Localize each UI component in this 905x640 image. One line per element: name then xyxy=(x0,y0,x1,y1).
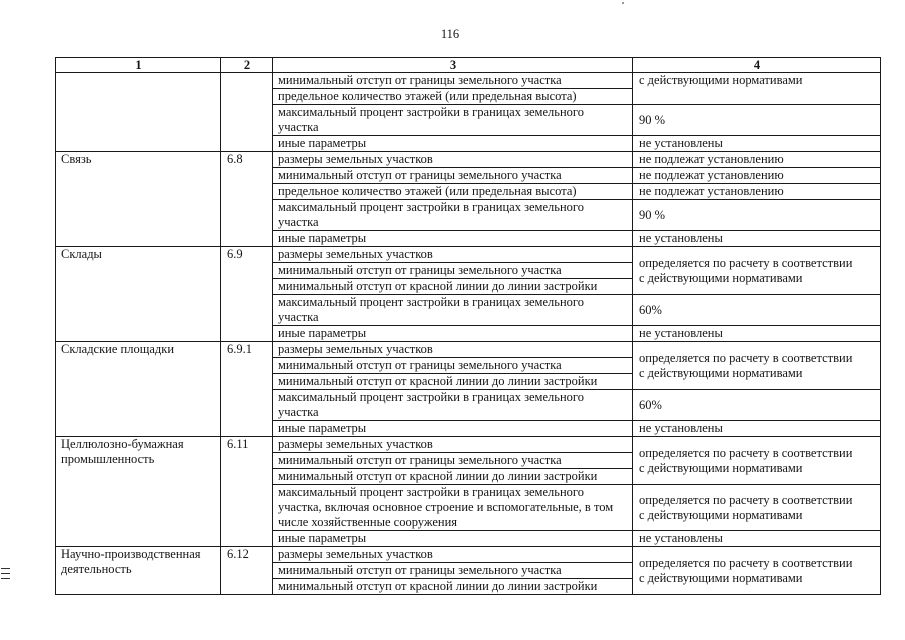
object-name-cell: Целлюлозно-бумажная промышленность xyxy=(56,437,221,547)
parameter-cell: максимальный процент застройки в границах земельного участка xyxy=(273,200,633,231)
parameter-cell: размеры земельных участков xyxy=(273,247,633,263)
value-cell: 60% xyxy=(633,295,881,326)
parameter-cell: размеры земельных участков xyxy=(273,342,633,358)
parameter-cell: минимальный отступ от границы земельного участка xyxy=(273,263,633,279)
value-cell: с действующими нормативами xyxy=(633,73,881,105)
parameter-cell: минимальный отступ от границы земельного участка xyxy=(273,563,633,579)
column-header-1: 1 xyxy=(56,58,221,73)
parameter-cell: размеры земельных участков xyxy=(273,152,633,168)
parameter-cell: минимальный отступ от красной линии до линии застройки xyxy=(273,579,633,595)
value-cell: 90 % xyxy=(633,105,881,136)
parameter-cell: минимальный отступ от границы земельного участка xyxy=(273,168,633,184)
parameter-cell: минимальный отступ от красной линии до линии застройки xyxy=(273,279,633,295)
value-cell: определяется по расчету в соответствии с действующими нормативами xyxy=(633,547,881,595)
table-body xyxy=(56,73,881,595)
parameter-cell: размеры земельных участков xyxy=(273,437,633,453)
table-row xyxy=(56,247,881,263)
value-cell: не установлены xyxy=(633,531,881,547)
parameter-cell: минимальный отступ от красной линии до линии застройки xyxy=(273,374,633,390)
value-cell: определяется по расчету в соответствии с действующими нормативами xyxy=(633,247,881,295)
table-row xyxy=(56,547,881,563)
table-row xyxy=(56,73,881,89)
code-cell: 6.8 xyxy=(221,152,273,247)
parameter-cell: максимальный процент застройки в границах земельного участка, включая основное строение и вспомогательные, в том числе хозяйственные сооружения xyxy=(273,485,633,531)
value-cell: определяется по расчету в соответствии с действующими нормативами xyxy=(633,485,881,531)
parameter-cell: иные параметры xyxy=(273,326,633,342)
parameter-cell: максимальный процент застройки в границах земельного участка xyxy=(273,105,633,136)
value-cell: не установлены xyxy=(633,326,881,342)
scan-speck xyxy=(622,2,624,4)
parameter-cell: иные параметры xyxy=(273,231,633,247)
table-row xyxy=(56,437,881,453)
column-header-4: 4 xyxy=(633,58,881,73)
object-name-cell xyxy=(56,73,221,152)
parameter-cell: минимальный отступ от границы земельного участка xyxy=(273,358,633,374)
column-header-2: 2 xyxy=(221,58,273,73)
column-header-3: 3 xyxy=(273,58,633,73)
table-row xyxy=(56,152,881,168)
parameter-cell: минимальный отступ от границы земельного участка xyxy=(273,453,633,469)
parameter-cell: минимальный отступ от красной линии до линии застройки xyxy=(273,469,633,485)
header-row xyxy=(56,58,881,73)
page-number: 116 xyxy=(440,27,460,41)
parameter-cell: иные параметры xyxy=(273,531,633,547)
object-name-cell: Научно-производственная деятельность xyxy=(56,547,221,595)
value-cell: не подлежат установлению xyxy=(633,152,881,168)
code-cell: 6.12 xyxy=(221,547,273,595)
object-name-cell: Складские площадки xyxy=(56,342,221,437)
parameter-cell: предельное количество этажей (или предельная высота) xyxy=(273,184,633,200)
code-cell: 6.9.1 xyxy=(221,342,273,437)
value-cell: не подлежат установлению xyxy=(633,168,881,184)
code-cell: 6.11 xyxy=(221,437,273,547)
parameter-cell: предельное количество этажей (или предельная высота) xyxy=(273,89,633,105)
parameter-cell: максимальный процент застройки в границах земельного участка xyxy=(273,295,633,326)
zoning-parameters-table xyxy=(55,57,881,595)
code-cell xyxy=(221,73,273,152)
value-cell: не подлежат установлению xyxy=(633,184,881,200)
scan-mark xyxy=(1,568,10,579)
value-cell: 90 % xyxy=(633,200,881,231)
parameter-cell: иные параметры xyxy=(273,421,633,437)
table-header xyxy=(56,58,881,73)
value-cell: не установлены xyxy=(633,136,881,152)
object-name-cell: Связь xyxy=(56,152,221,247)
table-row xyxy=(56,342,881,358)
object-name-cell: Склады xyxy=(56,247,221,342)
value-cell: определяется по расчету в соответствии с действующими нормативами xyxy=(633,437,881,485)
parameter-cell: минимальный отступ от границы земельного участка xyxy=(273,73,633,89)
value-cell: определяется по расчету в соответствии с действующими нормативами xyxy=(633,342,881,390)
parameter-cell: иные параметры xyxy=(273,136,633,152)
parameter-cell: размеры земельных участков xyxy=(273,547,633,563)
value-cell: 60% xyxy=(633,390,881,421)
value-cell: не установлены xyxy=(633,231,881,247)
parameter-cell: максимальный процент застройки в границах земельного участка xyxy=(273,390,633,421)
code-cell: 6.9 xyxy=(221,247,273,342)
value-cell: не установлены xyxy=(633,421,881,437)
